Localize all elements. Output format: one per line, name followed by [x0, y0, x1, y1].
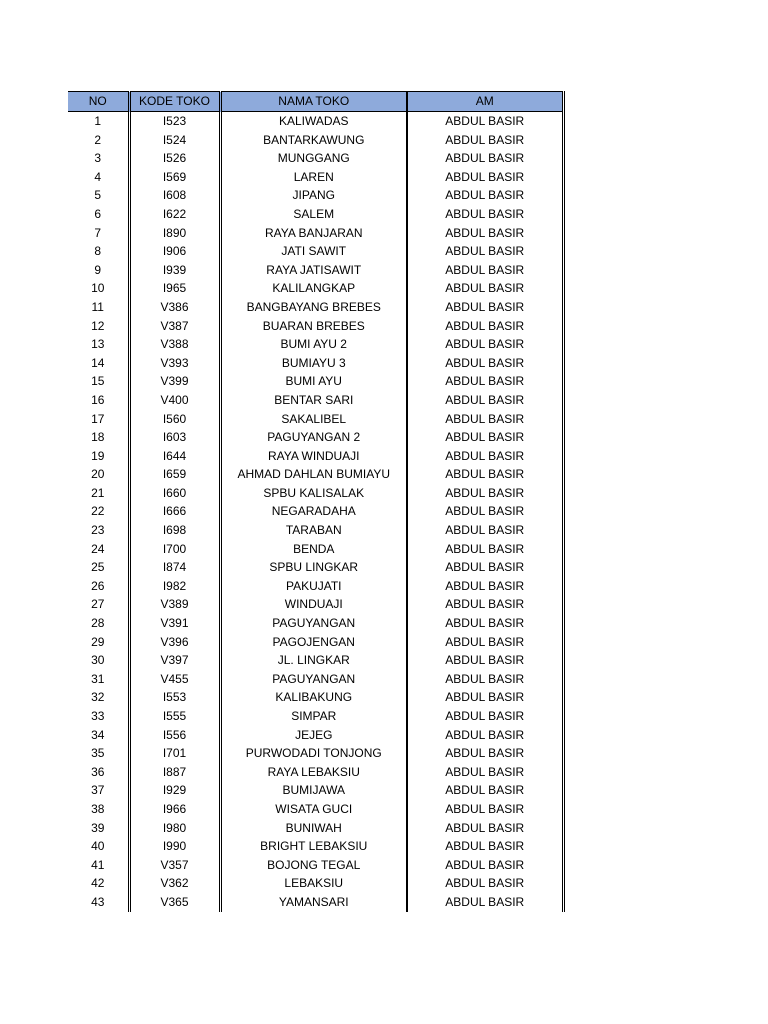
cell-nama-toko: BUARAN BREBES — [220, 317, 407, 336]
cell-nama-toko: LAREN — [220, 168, 407, 187]
cell-kode-toko: I890 — [129, 224, 220, 243]
cell-nama-toko: PAGUYANGAN — [220, 614, 407, 633]
table-row — [68, 391, 563, 410]
cell-kode-toko: V357 — [129, 856, 220, 875]
cell-am: ABDUL BASIR — [407, 242, 563, 261]
cell-kode-toko: I929 — [129, 781, 220, 800]
cell-nama-toko: PAGOJENGAN — [220, 633, 407, 652]
cell-am: ABDUL BASIR — [407, 633, 563, 652]
cell-nama-toko: MUNGGANG — [220, 149, 407, 168]
cell-no: 20 — [68, 465, 129, 484]
table-row — [68, 112, 563, 131]
cell-nama-toko: PAGUYANGAN — [220, 670, 407, 689]
cell-kode-toko: I644 — [129, 447, 220, 466]
cell-no: 12 — [68, 317, 129, 336]
cell-kode-toko: V362 — [129, 874, 220, 893]
cell-nama-toko: SPBU LINGKAR — [220, 558, 407, 577]
store-list-sheet — [68, 91, 563, 912]
cell-am: ABDUL BASIR — [407, 819, 563, 838]
cell-am: ABDUL BASIR — [407, 112, 563, 131]
cell-am: ABDUL BASIR — [407, 168, 563, 187]
cell-kode-toko: V389 — [129, 595, 220, 614]
table-row — [68, 763, 563, 782]
table-row — [68, 279, 563, 298]
cell-kode-toko: V387 — [129, 317, 220, 336]
cell-kode-toko: I666 — [129, 502, 220, 521]
table-row — [68, 819, 563, 838]
cell-no: 42 — [68, 874, 129, 893]
cell-kode-toko: V400 — [129, 391, 220, 410]
cell-no: 36 — [68, 763, 129, 782]
table-row — [68, 521, 563, 540]
cell-nama-toko: LEBAKSIU — [220, 874, 407, 893]
cell-am: ABDUL BASIR — [407, 651, 563, 670]
cell-nama-toko: JATI SAWIT — [220, 242, 407, 261]
table-row — [68, 186, 563, 205]
cell-am: ABDUL BASIR — [407, 298, 563, 317]
table-row — [68, 354, 563, 373]
header-row — [68, 92, 563, 112]
table-row — [68, 168, 563, 187]
cell-no: 8 — [68, 242, 129, 261]
cell-nama-toko: AHMAD DAHLAN BUMIAYU — [220, 465, 407, 484]
cell-kode-toko: I700 — [129, 540, 220, 559]
cell-nama-toko: BUMI AYU 2 — [220, 335, 407, 354]
cell-no: 7 — [68, 224, 129, 243]
table-row — [68, 242, 563, 261]
cell-am: ABDUL BASIR — [407, 391, 563, 410]
table-row — [68, 335, 563, 354]
table-row — [68, 670, 563, 689]
cell-kode-toko: I622 — [129, 205, 220, 224]
cell-nama-toko: JL. LINGKAR — [220, 651, 407, 670]
cell-kode-toko: I874 — [129, 558, 220, 577]
cell-kode-toko: I887 — [129, 763, 220, 782]
cell-kode-toko: V397 — [129, 651, 220, 670]
table-row — [68, 577, 563, 596]
cell-nama-toko: YAMANSARI — [220, 893, 407, 912]
cell-no: 29 — [68, 633, 129, 652]
cell-no: 35 — [68, 744, 129, 763]
cell-am: ABDUL BASIR — [407, 893, 563, 912]
cell-no: 30 — [68, 651, 129, 670]
cell-am: ABDUL BASIR — [407, 688, 563, 707]
cell-no: 4 — [68, 168, 129, 187]
cell-no: 5 — [68, 186, 129, 205]
cell-no: 16 — [68, 391, 129, 410]
cell-am: ABDUL BASIR — [407, 707, 563, 726]
table-row — [68, 484, 563, 503]
table-row — [68, 298, 563, 317]
table-row — [68, 707, 563, 726]
cell-nama-toko: BUNIWAH — [220, 819, 407, 838]
cell-nama-toko: SALEM — [220, 205, 407, 224]
table-row — [68, 502, 563, 521]
cell-kode-toko: V393 — [129, 354, 220, 373]
cell-kode-toko: I553 — [129, 688, 220, 707]
table-row — [68, 558, 563, 577]
cell-nama-toko: BENDA — [220, 540, 407, 559]
cell-kode-toko: I906 — [129, 242, 220, 261]
cell-no: 22 — [68, 502, 129, 521]
cell-kode-toko: I526 — [129, 149, 220, 168]
cell-am: ABDUL BASIR — [407, 614, 563, 633]
table-row — [68, 837, 563, 856]
cell-am: ABDUL BASIR — [407, 354, 563, 373]
cell-am: ABDUL BASIR — [407, 261, 563, 280]
cell-am: ABDUL BASIR — [407, 186, 563, 205]
cell-kode-toko: I603 — [129, 428, 220, 447]
cell-kode-toko: I939 — [129, 261, 220, 280]
cell-no: 17 — [68, 410, 129, 429]
cell-no: 26 — [68, 577, 129, 596]
cell-am: ABDUL BASIR — [407, 744, 563, 763]
cell-am: ABDUL BASIR — [407, 484, 563, 503]
cell-nama-toko: KALIWADAS — [220, 112, 407, 131]
cell-am: ABDUL BASIR — [407, 837, 563, 856]
cell-am: ABDUL BASIR — [407, 131, 563, 150]
cell-nama-toko: SPBU KALISALAK — [220, 484, 407, 503]
cell-nama-toko: BUMI AYU — [220, 372, 407, 391]
table-row — [68, 465, 563, 484]
cell-am: ABDUL BASIR — [407, 317, 563, 336]
table-row — [68, 131, 563, 150]
cell-no: 3 — [68, 149, 129, 168]
cell-nama-toko: RAYA BANJARAN — [220, 224, 407, 243]
table-row — [68, 726, 563, 745]
table-row — [68, 317, 563, 336]
cell-am: ABDUL BASIR — [407, 577, 563, 596]
cell-no: 32 — [68, 688, 129, 707]
cell-am: ABDUL BASIR — [407, 149, 563, 168]
cell-nama-toko: SIMPAR — [220, 707, 407, 726]
cell-nama-toko: BANTARKAWUNG — [220, 131, 407, 150]
table-row — [68, 205, 563, 224]
cell-am: ABDUL BASIR — [407, 856, 563, 875]
cell-no: 18 — [68, 428, 129, 447]
cell-kode-toko: V399 — [129, 372, 220, 391]
cell-kode-toko: I659 — [129, 465, 220, 484]
cell-nama-toko: JEJEG — [220, 726, 407, 745]
header-no: NO — [68, 92, 129, 112]
cell-kode-toko: I982 — [129, 577, 220, 596]
cell-kode-toko: I701 — [129, 744, 220, 763]
cell-no: 38 — [68, 800, 129, 819]
cell-no: 10 — [68, 279, 129, 298]
cell-nama-toko: RAYA WINDUAJI — [220, 447, 407, 466]
cell-no: 23 — [68, 521, 129, 540]
cell-nama-toko: WINDUAJI — [220, 595, 407, 614]
table-row — [68, 688, 563, 707]
cell-kode-toko: I990 — [129, 837, 220, 856]
cell-kode-toko: I608 — [129, 186, 220, 205]
cell-no: 33 — [68, 707, 129, 726]
cell-no: 19 — [68, 447, 129, 466]
cell-nama-toko: JIPANG — [220, 186, 407, 205]
cell-am: ABDUL BASIR — [407, 763, 563, 782]
cell-am: ABDUL BASIR — [407, 372, 563, 391]
cell-no: 39 — [68, 819, 129, 838]
cell-no: 14 — [68, 354, 129, 373]
cell-kode-toko: I569 — [129, 168, 220, 187]
cell-nama-toko: KALILANGKAP — [220, 279, 407, 298]
table-body — [68, 112, 563, 912]
table-row — [68, 261, 563, 280]
cell-no: 9 — [68, 261, 129, 280]
cell-kode-toko: V455 — [129, 670, 220, 689]
cell-am: ABDUL BASIR — [407, 224, 563, 243]
cell-am: ABDUL BASIR — [407, 874, 563, 893]
cell-no: 37 — [68, 781, 129, 800]
cell-am: ABDUL BASIR — [407, 670, 563, 689]
cell-no: 13 — [68, 335, 129, 354]
cell-no: 40 — [68, 837, 129, 856]
table-row — [68, 410, 563, 429]
table-row — [68, 856, 563, 875]
cell-kode-toko: I698 — [129, 521, 220, 540]
cell-am: ABDUL BASIR — [407, 335, 563, 354]
cell-no: 25 — [68, 558, 129, 577]
cell-kode-toko: I523 — [129, 112, 220, 131]
table-row — [68, 614, 563, 633]
cell-no: 41 — [68, 856, 129, 875]
cell-am: ABDUL BASIR — [407, 800, 563, 819]
table-row — [68, 800, 563, 819]
cell-kode-toko: V391 — [129, 614, 220, 633]
table-row — [68, 428, 563, 447]
header-nama-toko: NAMA TOKO — [220, 92, 407, 112]
cell-no: 43 — [68, 893, 129, 912]
cell-kode-toko: I660 — [129, 484, 220, 503]
cell-nama-toko: SAKALIBEL — [220, 410, 407, 429]
table-row — [68, 874, 563, 893]
cell-am: ABDUL BASIR — [407, 781, 563, 800]
table-row — [68, 540, 563, 559]
table-row — [68, 893, 563, 912]
table-row — [68, 651, 563, 670]
cell-nama-toko: BRIGHT LEBAKSIU — [220, 837, 407, 856]
cell-nama-toko: RAYA JATISAWIT — [220, 261, 407, 280]
cell-kode-toko: I555 — [129, 707, 220, 726]
cell-am: ABDUL BASIR — [407, 726, 563, 745]
cell-nama-toko: BOJONG TEGAL — [220, 856, 407, 875]
cell-no: 24 — [68, 540, 129, 559]
cell-nama-toko: WISATA GUCI — [220, 800, 407, 819]
cell-no: 1 — [68, 112, 129, 131]
cell-kode-toko: I556 — [129, 726, 220, 745]
cell-no: 27 — [68, 595, 129, 614]
cell-am: ABDUL BASIR — [407, 595, 563, 614]
cell-nama-toko: BENTAR SARI — [220, 391, 407, 410]
cell-nama-toko: BUMIAYU 3 — [220, 354, 407, 373]
cell-no: 21 — [68, 484, 129, 503]
table-row — [68, 781, 563, 800]
cell-am: ABDUL BASIR — [407, 521, 563, 540]
table-row — [68, 372, 563, 391]
cell-no: 31 — [68, 670, 129, 689]
cell-no: 11 — [68, 298, 129, 317]
cell-nama-toko: BANGBAYANG BREBES — [220, 298, 407, 317]
cell-am: ABDUL BASIR — [407, 205, 563, 224]
cell-am: ABDUL BASIR — [407, 465, 563, 484]
cell-am: ABDUL BASIR — [407, 279, 563, 298]
cell-nama-toko: PURWODADI TONJONG — [220, 744, 407, 763]
table-row — [68, 447, 563, 466]
cell-nama-toko: PAKUJATI — [220, 577, 407, 596]
cell-kode-toko: I966 — [129, 800, 220, 819]
table-row — [68, 633, 563, 652]
cell-kode-toko: I560 — [129, 410, 220, 429]
table-row — [68, 744, 563, 763]
table-row — [68, 224, 563, 243]
cell-am: ABDUL BASIR — [407, 447, 563, 466]
cell-kode-toko: V386 — [129, 298, 220, 317]
table-row — [68, 595, 563, 614]
cell-nama-toko: KALIBAKUNG — [220, 688, 407, 707]
cell-kode-toko: I980 — [129, 819, 220, 838]
cell-kode-toko: V396 — [129, 633, 220, 652]
cell-am: ABDUL BASIR — [407, 540, 563, 559]
cell-am: ABDUL BASIR — [407, 558, 563, 577]
cell-no: 6 — [68, 205, 129, 224]
cell-kode-toko: V388 — [129, 335, 220, 354]
cell-nama-toko: TARABAN — [220, 521, 407, 540]
cell-nama-toko: NEGARADAHA — [220, 502, 407, 521]
cell-am: ABDUL BASIR — [407, 502, 563, 521]
cell-no: 15 — [68, 372, 129, 391]
cell-no: 2 — [68, 131, 129, 150]
cell-kode-toko: I524 — [129, 131, 220, 150]
cell-am: ABDUL BASIR — [407, 410, 563, 429]
cell-am: ABDUL BASIR — [407, 428, 563, 447]
cell-kode-toko: V365 — [129, 893, 220, 912]
cell-nama-toko: PAGUYANGAN 2 — [220, 428, 407, 447]
cell-no: 34 — [68, 726, 129, 745]
header-kode-toko: KODE TOKO — [129, 92, 220, 112]
header-am: AM — [407, 92, 563, 112]
cell-nama-toko: BUMIJAWA — [220, 781, 407, 800]
cell-no: 28 — [68, 614, 129, 633]
cell-nama-toko: RAYA LEBAKSIU — [220, 763, 407, 782]
cell-kode-toko: I965 — [129, 279, 220, 298]
store-table — [68, 91, 565, 912]
table-row — [68, 149, 563, 168]
